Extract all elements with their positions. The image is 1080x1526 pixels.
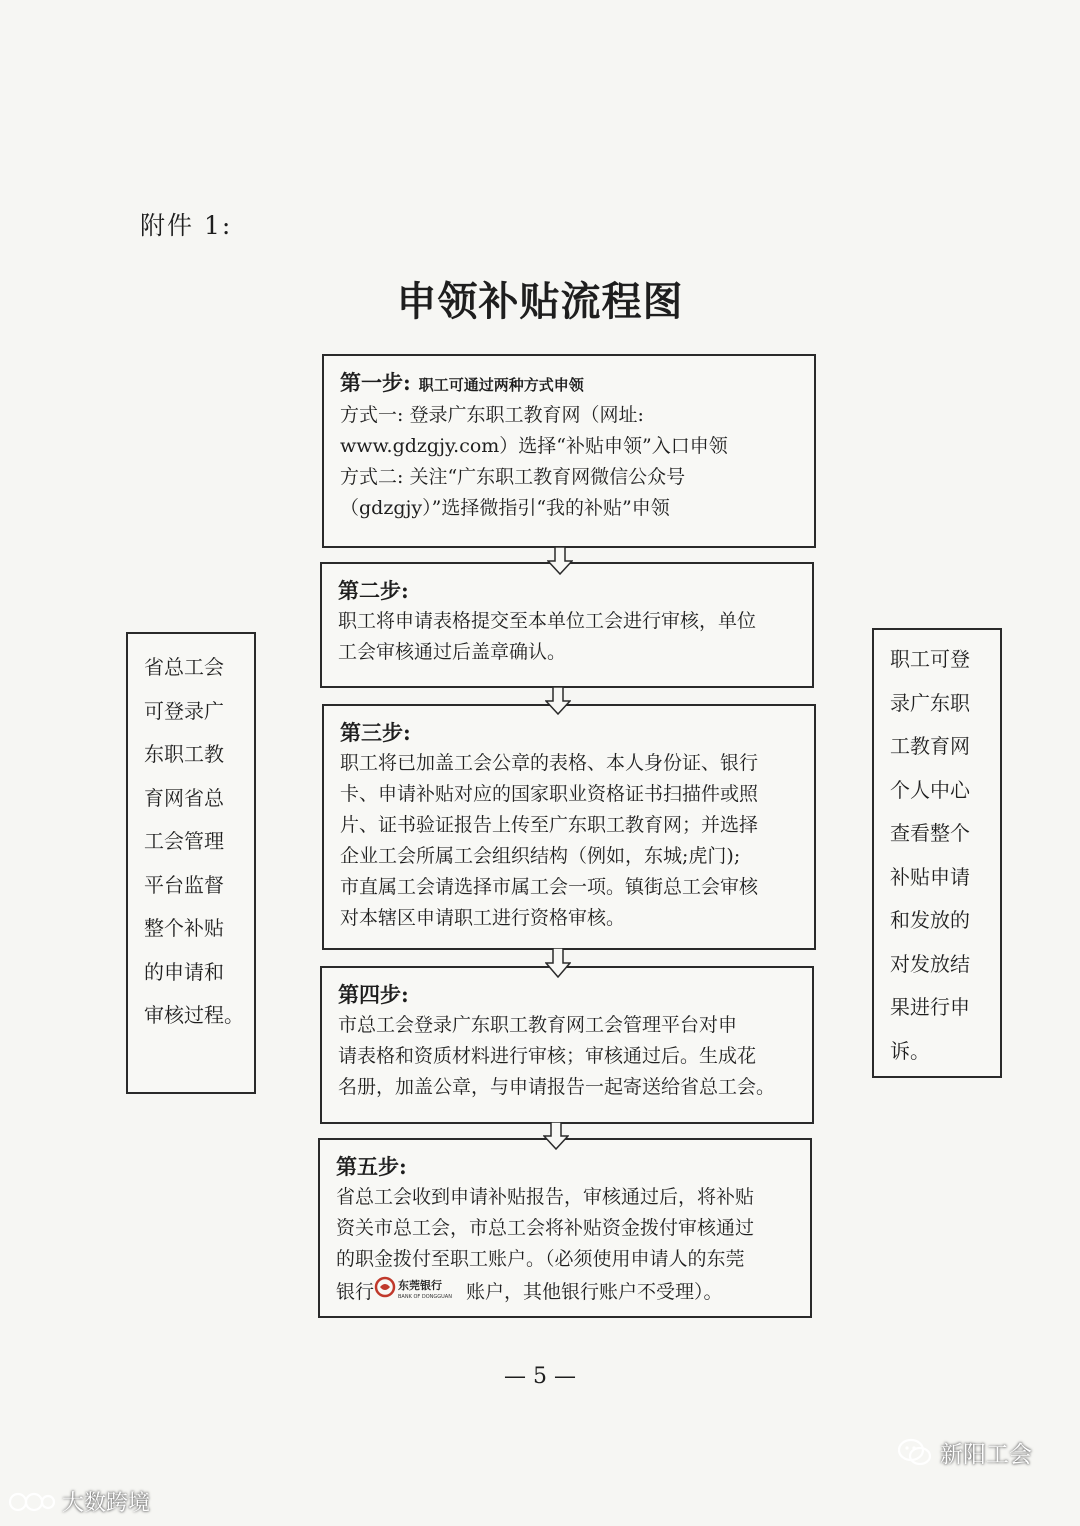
step-5-box xyxy=(318,1138,812,1318)
page-number: — 5 — xyxy=(504,1364,576,1389)
step-3-heading: 第三步: xyxy=(340,720,411,745)
svg-text:东莞银行: 东莞银行 xyxy=(398,1279,443,1292)
step-3-box xyxy=(322,704,816,950)
right-note-line: 职工可登 xyxy=(890,647,970,671)
right-note-line: 对发放结 xyxy=(890,951,970,976)
right-note-line: 诉。 xyxy=(890,1038,930,1063)
watermark-left xyxy=(8,1486,150,1517)
left-note-line: 的申请和 xyxy=(144,959,224,984)
arrow-step1-to-step2 xyxy=(547,547,573,575)
step-4-line: 名册，加盖公章，与申请报告一起寄送给省总工会。 xyxy=(338,1076,776,1098)
right-note-line: 果进行申 xyxy=(890,995,970,1019)
arrow-step4-to-step5 xyxy=(543,1122,569,1150)
step-1-line: www.gdzgjy.com）选择“补贴申领”入口申领 xyxy=(340,435,728,457)
right-note-line: 和发放的 xyxy=(890,908,970,932)
step-4-line: 请表格和资质材料进行审核；审核通过后。生成花 xyxy=(338,1045,757,1067)
step-3-line: 市直属工会请选择市属工会一项。镇街总工会审核 xyxy=(340,876,759,898)
step-5-last-line: 银行 东莞银行 BANK OF DONGGUAN 账户，其他银行账户不受理）。 xyxy=(336,1275,796,1311)
step-1-line: 方式一: 登录广东职工教育网（网址: xyxy=(340,404,644,426)
right-note-box xyxy=(872,628,1002,1078)
annex-label: 附件 1: xyxy=(140,211,233,240)
step-2-line: 职工将申请表格提交至本单位工会进行审核，单位 xyxy=(338,610,757,632)
step-4-line: 市总工会登录广东职工教育网工会管理平台对申 xyxy=(338,1014,738,1036)
step-4-box xyxy=(320,966,814,1124)
bank-of-dongguan-logo xyxy=(374,1275,466,1311)
right-note-line: 录广东职 xyxy=(890,690,970,715)
step-5-line: 省总工会收到申请补贴报告，审核通过后，将补贴 xyxy=(336,1186,755,1208)
right-note-line: 个人中心 xyxy=(890,777,970,802)
step-2-line: 工会审核通过后盖章确认。 xyxy=(338,641,567,663)
right-note-line: 工教育网 xyxy=(890,734,970,758)
left-note-line: 整个补贴 xyxy=(144,916,224,940)
left-note-line: 审核过程。 xyxy=(144,1003,244,1027)
watermark-right xyxy=(898,1436,1032,1469)
step-1-line: （gdzgjy）”选择微指引“我的补贴”申领 xyxy=(340,497,670,519)
left-note-box xyxy=(126,632,256,1094)
wechat-icon xyxy=(898,1438,932,1468)
step-3-line: 卡、申请补贴对应的国家职业资格证书扫描件或照 xyxy=(340,783,759,805)
step-1-heading: 第一步: 职工可通过两种方式申领 xyxy=(340,370,584,395)
page-title: 申领补贴流程图 xyxy=(396,278,684,325)
step-3-line: 企业工会所属工会组织结构（例如，东城;虎门); xyxy=(340,845,741,867)
arrow-step3-to-step4 xyxy=(545,948,571,978)
step-1-box xyxy=(322,354,816,548)
step-1-line: 方式二: 关注“广东职工教育网微信公众号 xyxy=(340,466,686,488)
step-5-heading: 第五步: xyxy=(336,1154,407,1179)
step-3-line: 职工将已加盖工会公章的表格、本人身份证、银行 xyxy=(340,752,759,774)
step-5-line: 资关市总工会，市总工会将补贴资金拨付审核通过 xyxy=(336,1217,755,1239)
watermark-right-text: 新阳工会 xyxy=(940,1442,1032,1468)
right-note-line: 补贴申请 xyxy=(890,864,970,889)
right-note-line: 查看整个 xyxy=(890,821,970,845)
step-3-line: 片、证书验证报告上传至广东职工教育网；并选择 xyxy=(340,814,759,836)
left-note-line: 育网省总 xyxy=(144,785,224,810)
left-note-line: 工会管理 xyxy=(144,829,224,853)
left-note-line: 平台监督 xyxy=(144,872,224,897)
step-2-heading: 第二步: xyxy=(338,578,409,603)
watermark-left-text: 大数跨境 xyxy=(62,1491,151,1516)
svg-text:BANK OF DONGGUAN: BANK OF DONGGUAN xyxy=(398,1294,452,1300)
brand-icon xyxy=(8,1489,56,1515)
left-note-line: 东职工教 xyxy=(144,742,224,766)
step-3-line: 对本辖区申请职工进行资格审核。 xyxy=(340,907,626,929)
left-note-line: 省总工会 xyxy=(144,655,224,679)
left-note-line: 可登录广 xyxy=(144,698,224,723)
step-4-heading: 第四步: xyxy=(338,982,409,1007)
arrow-step2-to-step3 xyxy=(545,687,571,715)
step-2-box xyxy=(320,562,814,688)
step-5-line: 的职金拨付至职工账户。（必须使用申请人的东莞 xyxy=(336,1248,745,1270)
step-1-subtitle: 职工可通过两种方式申领 xyxy=(418,376,584,394)
